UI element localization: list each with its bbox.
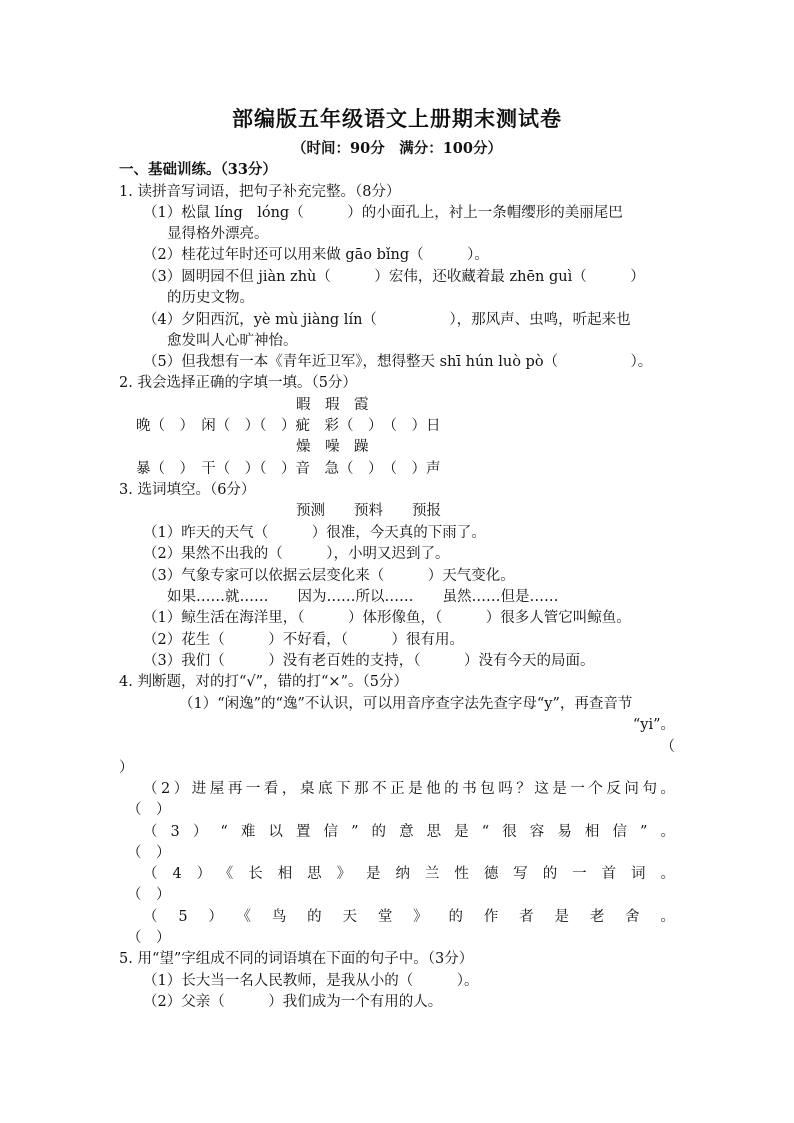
question-4-prompt: 4. 判断题，对的打“√”，错的打“×”。（5分）	[119, 674, 408, 690]
page-subtitle: （时间：90分 满分：100分）	[292, 140, 502, 157]
question-1-item-1: （1）松鼠 líng lóng（ ）的小面孔上，衬上一条帽缨形的美丽尾巴	[143, 205, 623, 221]
question-3-b-item-3: （3）我们（ ）没有老百姓的支持，（ ）没有今天的局面。	[143, 653, 595, 669]
question-3-b-item-2: （2）花生（ ）不好看，（ ）很有用。	[143, 632, 464, 648]
question-2-prompt: 2. 我会选择正确的字填一填。（5分）	[119, 375, 357, 391]
question-1-item-3-cont: 的历史文物。	[167, 290, 254, 306]
question-3-b-item-1: （1）鲸生活在海洋里，（ ）体形像鱼，（ ）很多人管它叫鲸鱼。	[143, 610, 631, 626]
question-2-row-1: 晚（ ） 闲（ ）（ ）疵 彩（ ） （ ）日	[136, 418, 441, 434]
question-3-word-options-2: 如果……就…… 因为……所以…… 虽然……但是……	[167, 589, 559, 605]
question-3-a-item-1: （1）昨天的天气（ ）很准，今天真的下雨了。	[143, 525, 486, 541]
question-4-statement-2: （2）进屋再一看，桌底下那不正是他的书包吗？这是一个反问句。	[143, 781, 675, 797]
question-1-item-5: （5）但我想有一本《青年近卫军》，想得整天 shī hún luò pò（ ）。	[143, 354, 653, 370]
question-4-answer-3: （ ）	[127, 845, 171, 861]
question-1-item-3: （3）圆明园不但 jiàn zhù（ ）宏伟，还收藏着最 zhēn guì（ ）	[143, 269, 645, 285]
question-4-answer-paren-open: （	[660, 739, 675, 755]
question-2-row-2: 暴（ ） 干（ ）（ ）音 急（ ） （ ）声	[136, 461, 441, 477]
question-4-statement-1-cont: “yi”。	[632, 717, 675, 733]
question-3-a-item-2: （2）果然不出我的（ ），小明又迟到了。	[143, 546, 450, 562]
question-1-prompt: 1. 读拼音写词语，把句子补充完整。（8分）	[119, 184, 401, 200]
question-4-answer-4: （ ）	[127, 887, 171, 903]
question-1-item-4-cont: 愈发叫人心旷神怡。	[167, 333, 298, 349]
question-5-prompt: 5. 用“望”字组成不同的词语填在下面的句子中。（3分）	[119, 951, 474, 967]
question-1-item-4: （4）夕阳西沉，yè mù jiàng lín（ ），那风声、虫鸣，听起来也	[143, 312, 631, 328]
question-5-item-2: （2）父亲（ ）我们成为一个有用的人。	[143, 994, 443, 1010]
question-3-a-item-3: （3）气象专家可以依据云层变化来（ ）天气变化。	[143, 568, 515, 584]
question-2-char-options-1: 暇 瑕 霞	[296, 397, 369, 413]
question-5-item-1: （1）长大当一名人民教师，是我从小的（ ）。	[143, 973, 479, 989]
question-3-word-options-1: 预测 预料 预报	[296, 503, 441, 519]
question-4-statement-3: （3）“难以置信”的意思是“很容易相信”。	[143, 824, 675, 840]
question-4-statement-5: （5）《鸟的天堂》的作者是老舍。	[143, 909, 675, 925]
question-4-statement-4: （4）《长相思》是纳兰性德写的一首词。	[143, 866, 675, 882]
question-4-answer-2: （ ）	[127, 802, 171, 818]
question-4-answer-paren-close: ）	[119, 760, 134, 776]
question-2-char-options-2: 燥 噪 躁	[296, 439, 369, 455]
question-1-item-2: （2）桂花过年时还可以用来做 gāo bǐng（ ）。	[143, 247, 489, 263]
page-title: 部编版五年级语文上册期末测试卷	[232, 106, 562, 131]
question-4-answer-5: （ ）	[127, 930, 171, 946]
question-3-prompt: 3. 选词填空。（6分）	[119, 482, 256, 498]
section-heading: 一、基础训练。（33分）	[119, 161, 277, 178]
question-1-item-1-cont: 显得格外漂亮。	[167, 226, 269, 242]
question-4-statement-1: （1）“闲逸”的“逸”不认识，可以用音序查字法先查字母“y”，再查音节	[179, 696, 633, 712]
